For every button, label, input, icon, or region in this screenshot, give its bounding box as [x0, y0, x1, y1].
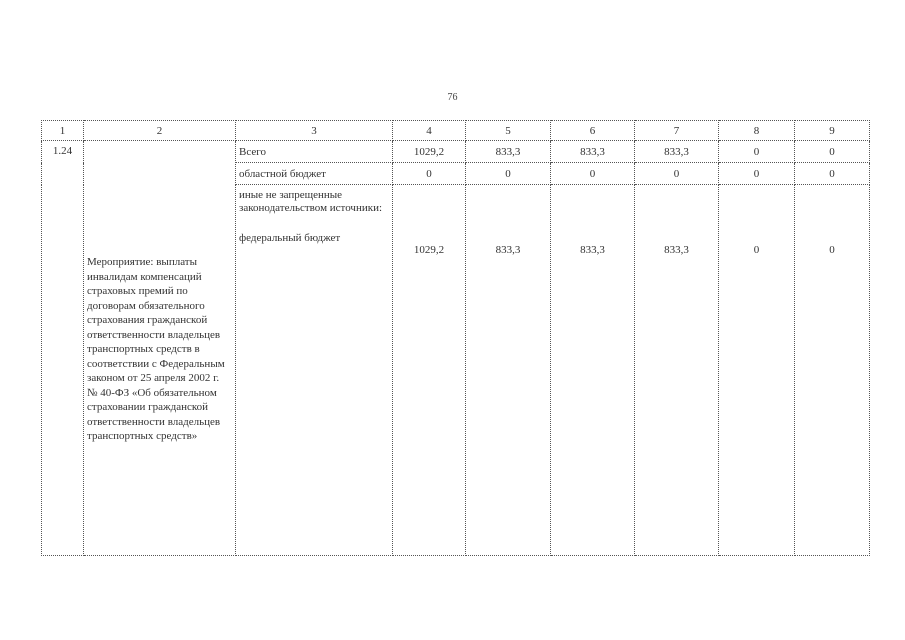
- header-row: [42, 121, 870, 141]
- source-cell: [236, 185, 393, 556]
- table-row: [42, 141, 870, 163]
- header-cell: 4: [393, 121, 466, 141]
- row-code: 1.24: [42, 141, 84, 556]
- value-cell: [551, 185, 635, 556]
- header-cell: 9: [795, 121, 870, 141]
- value-cell: [719, 185, 795, 556]
- value-cell: 0: [795, 163, 870, 185]
- header-cell: 6: [551, 121, 635, 141]
- federal-value: 0: [753, 244, 760, 256]
- value-cell: 833,3: [635, 141, 719, 163]
- federal-value: 1029,2: [413, 244, 445, 256]
- source-label: Всего: [236, 141, 393, 163]
- row-description: Мероприятие: выплаты инвалидам компенсаций страховых премий по договорам обязательного страхования гражданской ответственности владельцев транспортных средств в соответствии с Федеральным законом от 25 апреля 2002 г. № 40-ФЗ «Об обязательном страховании гражданской ответственности владельцев транспортных средств»: [84, 141, 236, 556]
- header-cell: 5: [466, 121, 551, 141]
- value-cell: 0: [635, 163, 719, 185]
- header-cell: 3: [236, 121, 393, 141]
- value-cell: 0: [466, 163, 551, 185]
- value-cell: 833,3: [551, 141, 635, 163]
- value-cell: 833,3: [466, 141, 551, 163]
- value-cell: 0: [719, 141, 795, 163]
- header-cell: 8: [719, 121, 795, 141]
- header-cell: 1: [42, 121, 84, 141]
- budget-table: [41, 120, 870, 556]
- value-cell: [466, 185, 551, 556]
- value-cell: 0: [719, 163, 795, 185]
- value-cell: 0: [551, 163, 635, 185]
- other-sources-label: иные не запрещенные законодательством источники:: [239, 189, 383, 214]
- value-cell: 0: [393, 163, 466, 185]
- federal-value: 833,3: [664, 244, 689, 256]
- value-cell: 1029,2: [393, 141, 466, 163]
- page-number: 76: [447, 92, 458, 103]
- federal-value: 833,3: [580, 244, 605, 256]
- federal-value: 0: [829, 244, 835, 256]
- source-label: областной бюджет: [236, 163, 393, 185]
- value-cell: [635, 185, 719, 556]
- federal-budget-label: федеральный бюджет: [239, 232, 341, 244]
- value-cell: [795, 185, 870, 556]
- federal-value: 833,3: [495, 244, 521, 256]
- value-cell: 0: [795, 141, 870, 163]
- value-cell: [393, 185, 466, 556]
- header-cell: 2: [84, 121, 236, 141]
- header-cell: 7: [635, 121, 719, 141]
